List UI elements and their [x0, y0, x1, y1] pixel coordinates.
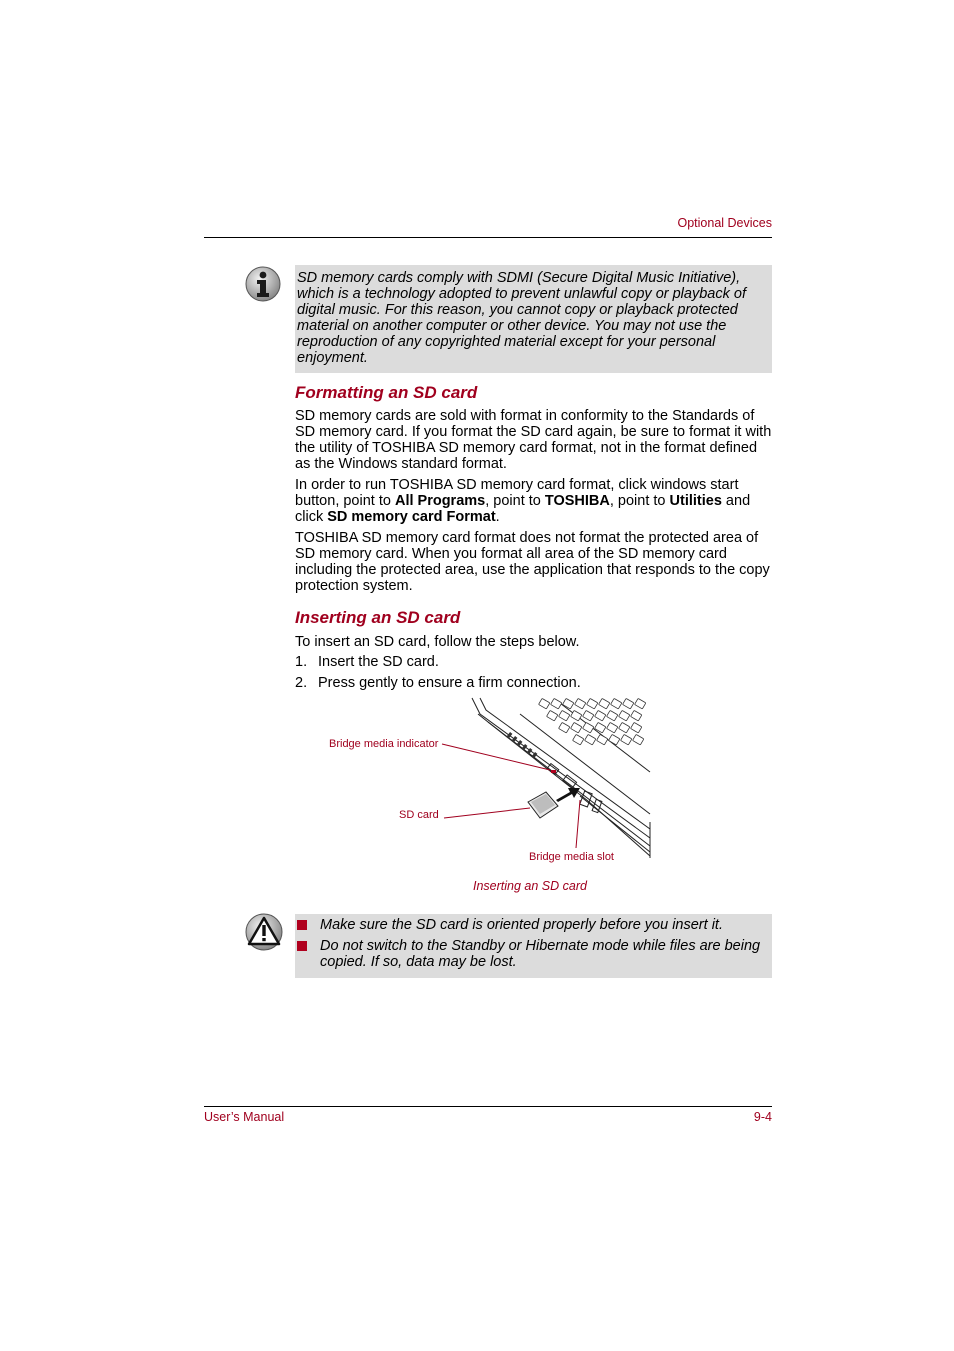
figure-caption: Inserting an SD card: [473, 879, 587, 893]
inserting-heading: Inserting an SD card: [295, 608, 461, 627]
label-bridge-media-slot: Bridge media slot: [529, 851, 614, 863]
page-number: 9-4: [753, 1110, 772, 1124]
inserting-intro: To insert an SD card, follow the steps below.: [295, 634, 580, 650]
warning-icon: [245, 913, 283, 951]
formatting-para-2: In order to run TOSHIBA SD memory card format, click windows start button, point to All Programs, point to TOSHIBA, point to Utilities and click SD memory card Format.: [295, 477, 751, 525]
footer-manual-title: User’s Manual: [204, 1110, 285, 1124]
step-text: Press gently to ensure a firm connection.: [318, 675, 581, 691]
caution-item: Make sure the SD card is oriented properly before you insert it.: [320, 917, 723, 933]
label-bridge-media-indicator: Bridge media indicator: [329, 738, 439, 750]
caution-item: Do not switch to the Standby or Hibernate mode while files are being copied. If so, data may be lost.: [320, 938, 761, 970]
formatting-para-3: TOSHIBA SD memory card format does not format the protected area of SD memory card. When you format all area of the SD memory card including the protected area, use the application that responds to the copy protection system.: [295, 530, 770, 594]
header-rule: [204, 237, 772, 238]
formatting-heading: Formatting an SD card: [295, 383, 478, 402]
formatting-para-1: SD memory cards are sold with format in conformity to the Standards of SD memory card. If you format the SD card again, be sure to format it with the utility of TOSHIBA SD memory card format, not in the format defined as the Windows standard format.: [295, 408, 772, 472]
sd-card-insertion-illustration: [320, 696, 660, 866]
bullet-marker: [297, 920, 307, 930]
step-number: 2.: [295, 675, 308, 691]
bullet-marker: [297, 941, 307, 951]
step-number: 1.: [295, 654, 308, 670]
footer-rule: [204, 1106, 772, 1107]
running-header: Optional Devices: [677, 216, 772, 230]
note-text: SD memory cards comply with SDMI (Secure Digital Music Initiative), which is a technology adopted to prevent unlawful copy or playback of digital music. For this reason, you cannot copy or playback protected material on another computer or other device. You may not use the reproduction of any copyrighted material except for your personal enjoyment.: [297, 270, 746, 366]
label-sd-card: SD card: [399, 809, 439, 821]
info-icon: [245, 266, 281, 302]
step-text: Insert the SD card.: [318, 654, 439, 670]
